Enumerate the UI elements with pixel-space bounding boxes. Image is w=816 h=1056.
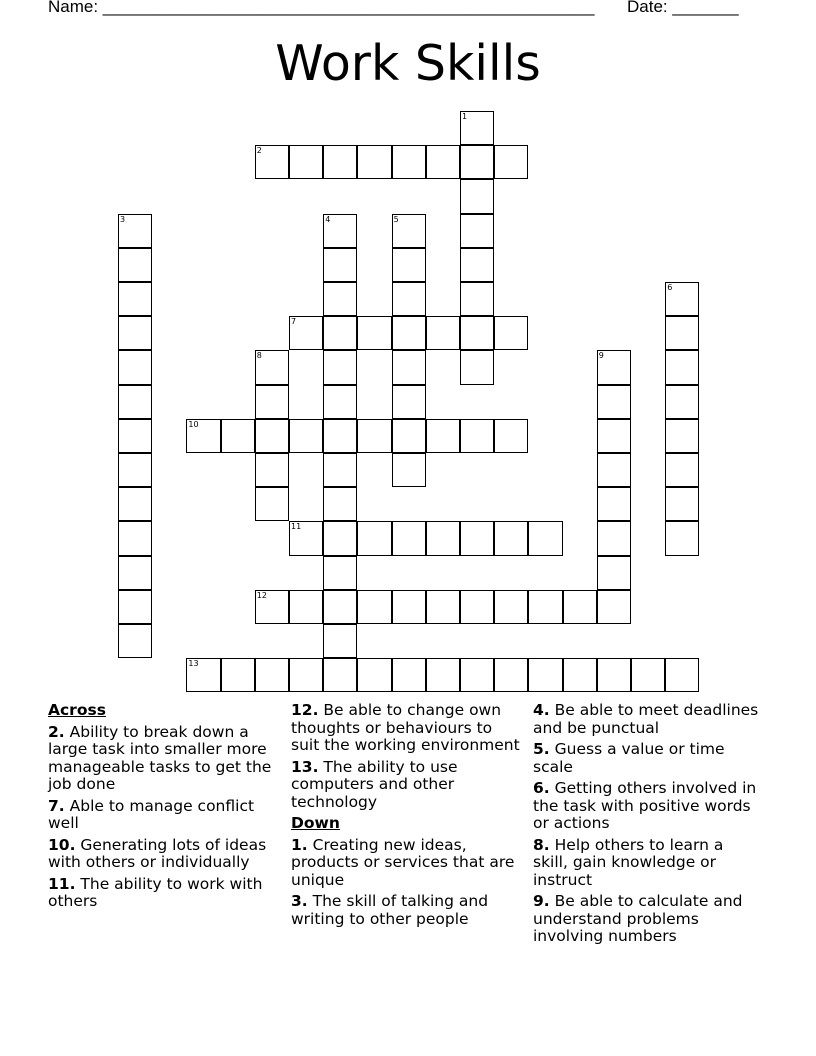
crossword-cell[interactable] [494,590,528,624]
clue-across-10: 10. Generating lots of ideas with others or individually [48,835,267,871]
crossword-cell[interactable] [118,487,152,521]
crossword-cell[interactable] [631,658,665,692]
crossword-cell[interactable] [665,385,699,419]
crossword-cell[interactable] [323,316,357,350]
crossword-cell[interactable] [392,590,426,624]
crossword-cell[interactable] [460,521,494,555]
crossword-cell[interactable] [426,145,460,179]
crossword-cell[interactable] [460,111,494,145]
date-field-label: Date: _______ [627,0,739,16]
name-field-label: Name: ____________________________________________________ [48,0,595,16]
crossword-cell[interactable] [255,590,289,624]
clue-number: 6 [667,283,673,292]
clues-column-1 [48,702,284,915]
crossword-cell[interactable] [460,658,494,692]
crossword-cell[interactable] [323,590,357,624]
crossword-cell[interactable] [665,350,699,384]
crossword-cell[interactable] [426,521,460,555]
crossword-cell[interactable] [255,145,289,179]
crossword-cell[interactable] [323,556,357,590]
clue-number: 11 [291,522,302,532]
crossword-cell[interactable] [597,590,631,624]
crossword-cell[interactable] [665,487,699,521]
crossword-cell[interactable] [563,658,597,692]
crossword-cell[interactable] [118,214,152,248]
clues-column-2 [291,702,521,932]
across-heading: Across [48,701,106,719]
clue-number: 3 [120,214,126,224]
crossword-cell[interactable] [186,658,220,692]
crossword-cell[interactable] [597,521,631,555]
clue-across-7: 7. Able to manage conflict well [48,796,255,832]
clue-number: 13 [188,659,199,669]
down-heading: Down [291,814,340,832]
crossword-cell[interactable] [255,419,289,453]
clue-across-11: 11. The ability to work with others [48,874,263,910]
crossword-cell[interactable] [118,350,152,384]
clue-down-1: 1. Creating new ideas, products or services that are unique [291,835,515,889]
crossword-cell[interactable] [392,658,426,692]
crossword-cell[interactable] [289,145,323,179]
crossword-cell[interactable] [392,453,426,487]
crossword-cell[interactable] [255,453,289,487]
clue-number: 1 [462,112,468,121]
crossword-cell[interactable] [289,419,323,453]
crossword-cell[interactable] [323,385,357,419]
crossword-cell[interactable] [118,419,152,453]
clue-down-9: 9. Be able to calculate and understand problems involving numbers [533,892,743,945]
crossword-cell[interactable] [528,521,562,555]
crossword-cell[interactable] [665,521,699,555]
crossword-cell[interactable] [118,248,152,282]
crossword-cell[interactable] [426,658,460,692]
clue-number: 7 [291,317,297,327]
crossword-cell[interactable] [289,316,323,350]
clue-across-2: 2. Ability to break down a large task into smaller more manageable tasks to get the job done [48,722,272,793]
crossword-cell[interactable] [323,658,357,692]
clue-number: 10 [188,419,199,429]
clue-across-12: 12. Be able to change own thoughts or behaviours to suit the working environment [291,701,520,754]
page-title: Work Skills [275,35,541,92]
clue-down-6: 6. Getting others involved in the task with positive words or actions [533,779,757,832]
crossword-cell[interactable] [357,316,391,350]
crossword-cell[interactable] [323,282,357,316]
crossword-cell[interactable] [118,453,152,487]
crossword-cell[interactable] [118,316,152,350]
crossword-cell[interactable] [494,419,528,453]
crossword-cell[interactable] [323,214,357,248]
crossword-cell[interactable] [460,179,494,213]
crossword-cell[interactable] [289,590,323,624]
crossword-cell[interactable] [323,487,357,521]
crossword-cell[interactable] [665,658,699,692]
clue-down-4: 4. Be able to meet deadlines and be punctual [533,701,759,737]
crossword-cell[interactable] [357,590,391,624]
crossword-cell[interactable] [221,419,255,453]
crossword-cell[interactable] [597,419,631,453]
crossword-cell[interactable] [597,350,631,384]
crossword-cell[interactable] [528,590,562,624]
crossword-cell[interactable] [494,316,528,350]
crossword-cell[interactable] [494,658,528,692]
crossword-cell[interactable] [426,419,460,453]
crossword-cell[interactable] [392,350,426,384]
crossword-cell[interactable] [255,350,289,384]
crossword-cell[interactable] [357,419,391,453]
crossword-cell[interactable] [323,624,357,658]
crossword-cell[interactable] [460,590,494,624]
crossword-cell[interactable] [323,145,357,179]
crossword-cell[interactable] [597,385,631,419]
crossword-cell[interactable] [392,248,426,282]
crossword-cell[interactable] [357,658,391,692]
crossword-cell[interactable] [460,214,494,248]
crossword-cell[interactable] [460,350,494,384]
crossword-cell[interactable] [665,453,699,487]
crossword-cell[interactable] [392,316,426,350]
crossword-cell[interactable] [392,521,426,555]
crossword-cell[interactable] [528,658,562,692]
clue-number: 9 [598,351,604,361]
crossword-cell[interactable] [289,658,323,692]
crossword-cell[interactable] [392,145,426,179]
clue-down-3: 3. The skill of talking and writing to other people [291,892,489,928]
clue-number: 4 [325,214,331,224]
crossword-cell[interactable] [186,419,220,453]
crossword-cell[interactable] [118,521,152,555]
clue-number: 8 [256,351,262,361]
clue-down-5: 5. Guess a value or time scale [533,740,725,776]
crossword-cell[interactable] [289,521,323,555]
crossword-cell[interactable] [665,282,699,316]
clue-number: 2 [256,146,262,156]
clue-number: 5 [393,214,399,224]
crossword-cell[interactable] [460,419,494,453]
clue-across-13: 13. The ability to use computers and other technology [291,757,458,811]
crossword-cell[interactable] [392,385,426,419]
clue-down-8: 8. Help others to learn a skill, gain knowledge or instruct [533,835,724,889]
crossword-cell[interactable] [597,556,631,590]
crossword-cell[interactable] [118,282,152,316]
crossword-cell[interactable] [357,521,391,555]
crossword-cell[interactable] [494,145,528,179]
crossword-cell[interactable] [323,248,357,282]
crossword-cell[interactable] [460,248,494,282]
crossword-cell[interactable] [665,316,699,350]
crossword-cell[interactable] [118,556,152,590]
crossword-cell[interactable] [392,214,426,248]
crossword-cell[interactable] [460,316,494,350]
crossword-cell[interactable] [323,419,357,453]
crossword-cell[interactable] [255,487,289,521]
crossword-cell[interactable] [255,385,289,419]
clues-column-3 [533,702,763,950]
crossword-cell[interactable] [323,453,357,487]
crossword-cell[interactable] [357,145,391,179]
crossword-cell[interactable] [597,658,631,692]
crossword-cell[interactable] [563,590,597,624]
crossword-cell[interactable] [323,521,357,555]
crossword-cell[interactable] [118,385,152,419]
crossword-cell[interactable] [392,419,426,453]
crossword-cell[interactable] [665,419,699,453]
crossword-cell[interactable] [323,350,357,384]
clue-number: 12 [256,590,267,600]
crossword-cell[interactable] [460,282,494,316]
crossword-cell[interactable] [221,658,255,692]
crossword-cell[interactable] [426,590,460,624]
crossword-cell[interactable] [255,658,289,692]
crossword-cell[interactable] [597,453,631,487]
crossword-cell[interactable] [494,521,528,555]
crossword-cell[interactable] [392,282,426,316]
crossword-cell[interactable] [460,145,494,179]
crossword-cell[interactable] [118,624,152,658]
crossword-cell[interactable] [118,590,152,624]
crossword-cell[interactable] [426,316,460,350]
crossword-cell[interactable] [597,487,631,521]
